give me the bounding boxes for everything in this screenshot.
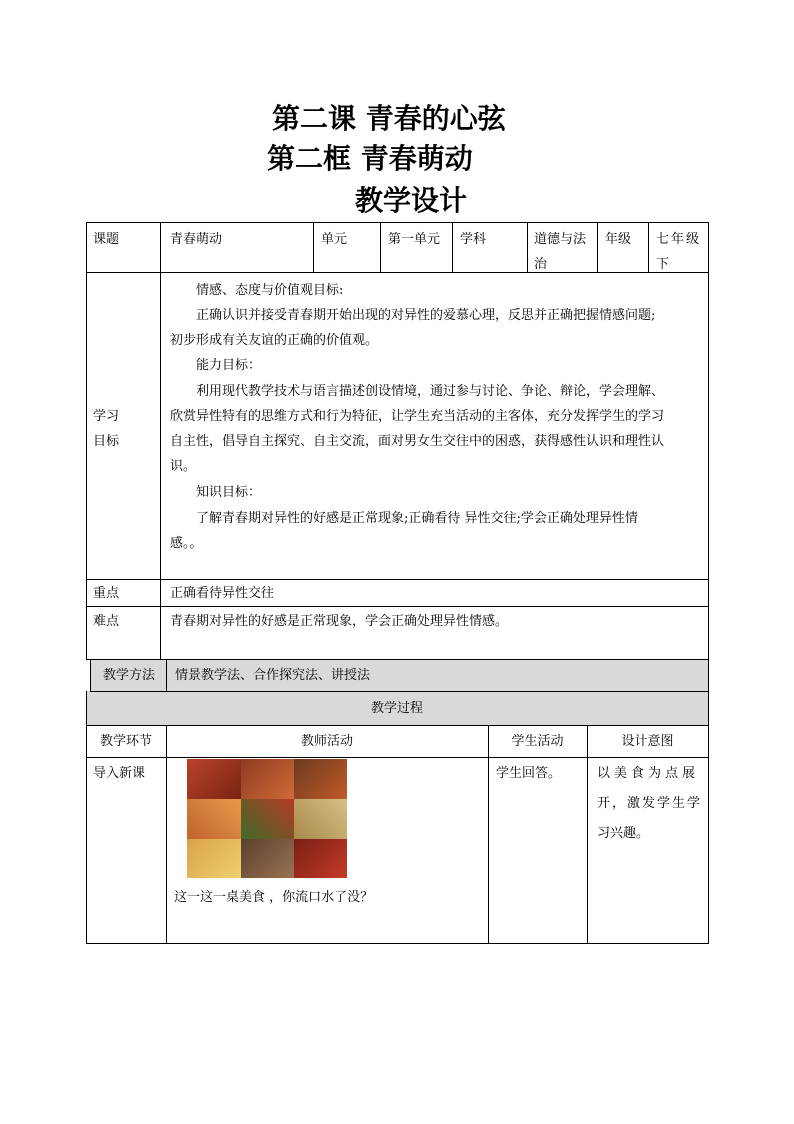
objective-heading-knowledge: 知识目标： (196, 485, 262, 500)
subject-value-line2: 治 (534, 257, 548, 272)
grade-value-line2: 下 (656, 257, 670, 272)
process-title: 教学过程 (370, 701, 423, 716)
intent-line: 开，激发学生学 (597, 796, 703, 811)
intent-line: 习兴趣。 (597, 826, 650, 841)
objectives-label-line1: 学习 (93, 409, 120, 424)
objective-line: 欣赏异性特有的思维方式和行为特征，让学生充当活动的主客体，充分发挥学生的学习 (170, 409, 665, 424)
grade-value-line1: 七年级 (656, 232, 702, 247)
objective-line: 识。 (170, 459, 197, 474)
unit-value: 第一单元 (388, 232, 441, 247)
section-title: 第二框 青春萌动 (267, 142, 473, 175)
objective-line: 自主性，倡导自主探究、自主交流，面对男女生交往中的困惑，获得感性认识和理性认 (170, 434, 665, 449)
lesson-title: 第二课 青春的心弦 (272, 102, 506, 135)
method-value: 情景教学法、合作探究法、讲授法 (175, 668, 371, 683)
stage-cell: 导入新课 (93, 766, 146, 781)
header-teacher: 教师活动 (300, 734, 353, 749)
objective-line: 了解青春期对异性的好感是正常现象;正确看待 异性交往;学会正确处理异性情 (196, 511, 638, 526)
method-label: 教学方法 (103, 668, 156, 683)
objective-heading-attitude: 情感、态度与价值观目标: (196, 283, 344, 298)
objectives-label-line2: 目标 (93, 434, 120, 449)
grade-label: 年级 (605, 232, 632, 247)
objective-heading-ability: 能力目标： (196, 358, 262, 373)
unit-label: 单元 (321, 232, 348, 247)
key-point-value: 正确看待异性交往 (170, 586, 275, 601)
key-point-label: 重点 (93, 586, 120, 601)
food-collage-image (187, 759, 347, 878)
objective-line: 正确认识并接受青春期开始出现的对异性的爱慕心理，反思并正确把握情感问题; (196, 308, 656, 323)
objective-line: 初步形成有关友谊的正确的价值观。 (170, 333, 379, 348)
header-intent: 设计意图 (621, 734, 674, 749)
objective-line: 利用现代教学技术与语言描述创设情境，通过参与讨论、争论、辩论，学会理解、 (196, 384, 665, 399)
student-activity: 学生回答。 (496, 766, 562, 781)
topic-label: 课题 (93, 232, 120, 247)
subject-value-line1: 道德与法 (534, 232, 587, 247)
objective-line: 感。。 (170, 536, 203, 551)
subject-label: 学科 (460, 232, 487, 247)
teacher-question: 这一这一桌美食 ，你流口水了没？ (174, 890, 374, 905)
intent-line: 以美食为点展 (597, 766, 700, 781)
header-stage: 教学环节 (99, 734, 152, 749)
difficulty-label: 难点 (93, 614, 120, 629)
difficulty-value: 青春期对异性的好感是正常现象，学会正确处理异性情感。 (170, 614, 509, 629)
document-title: 教学设计 (355, 184, 468, 217)
header-student: 学生活动 (511, 734, 564, 749)
topic-value: 青春萌动 (170, 232, 223, 247)
